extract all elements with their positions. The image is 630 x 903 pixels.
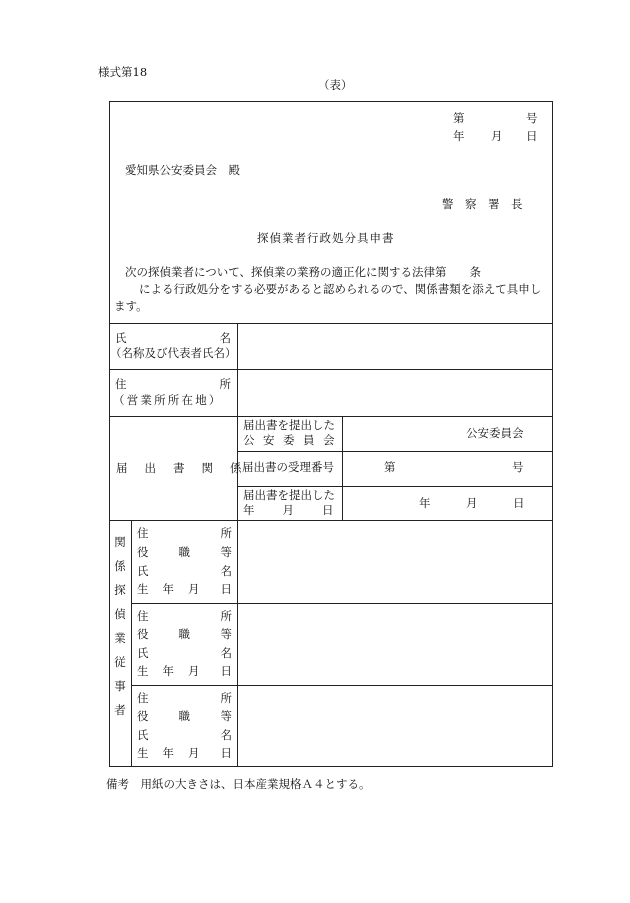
emp2-address-a: 住 bbox=[137, 609, 149, 623]
date-month: 月 bbox=[491, 129, 503, 143]
notification-label: 届出書関係 bbox=[116, 461, 259, 475]
name-label-sub: （名称及び代表者氏名） bbox=[110, 346, 237, 360]
emp3-birth-a: 生年月 bbox=[137, 746, 214, 760]
addressee: 愛知県公安委員会 殿 bbox=[125, 163, 240, 177]
emp3-address-a: 住 bbox=[137, 691, 149, 705]
submitted-date-month: 月 bbox=[466, 496, 478, 510]
number-prefix: 第 bbox=[453, 111, 465, 125]
employee-2-field[interactable] bbox=[238, 604, 552, 685]
address-label-sub: （営業所所在地） bbox=[113, 393, 223, 407]
emp3-position-a: 役職 bbox=[137, 709, 220, 723]
submitted-date-label-1: 届出書を提出した bbox=[243, 488, 335, 502]
submitted-to-label-1: 届出書を提出した bbox=[243, 418, 335, 432]
submitted-date-year: 年 bbox=[419, 496, 431, 510]
address-label bbox=[115, 379, 231, 391]
emp1-position-a: 役職 bbox=[137, 545, 220, 559]
emp3-birth-b: 日 bbox=[220, 746, 232, 760]
emp1-address-a: 住 bbox=[137, 526, 149, 540]
body-line-3: ます。 bbox=[114, 299, 148, 313]
employee-3-field[interactable] bbox=[238, 686, 552, 766]
side-label: （表） bbox=[318, 78, 353, 92]
name-field[interactable] bbox=[238, 324, 552, 369]
body-line-1: 次の探偵業者について、探偵業の業務の適正化に関する法律第 条 bbox=[125, 265, 482, 279]
body-line-2: による行政処分をする必要があると認められるので、関係書類を添えて具申し bbox=[139, 282, 542, 296]
footer-note: 備考 用紙の大きさは、日本産業規格Ａ４とする。 bbox=[106, 777, 371, 791]
date-year: 年 bbox=[453, 129, 465, 143]
receipt-suffix: 号 bbox=[512, 460, 524, 474]
form-number: 様式第18 bbox=[98, 65, 148, 79]
emp3-name-b: 名 bbox=[220, 728, 232, 742]
date-day: 日 bbox=[526, 129, 538, 143]
emp2-name-a: 氏 bbox=[137, 646, 149, 660]
submitted-to-value: 公安委員会 bbox=[466, 426, 524, 440]
receipt-prefix: 第 bbox=[384, 460, 396, 474]
emp1-birth-a: 生年月 bbox=[137, 582, 214, 596]
submitted-date-label-2: 年月日 bbox=[243, 503, 362, 517]
name-label bbox=[115, 333, 231, 345]
submitted-date-day: 日 bbox=[513, 496, 525, 510]
name-label-a: 氏 bbox=[115, 331, 127, 345]
number-suffix: 号 bbox=[526, 111, 538, 125]
emp2-position-a: 役職 bbox=[137, 627, 220, 641]
employees-side-label: 関係探偵業従事者 bbox=[114, 535, 126, 717]
sender: 警 察 署 長 bbox=[442, 197, 523, 211]
receipt-number-label: 届出書の受理番号 bbox=[242, 460, 334, 474]
emp2-name-b: 名 bbox=[220, 646, 232, 660]
emp1-address-b: 所 bbox=[220, 526, 232, 540]
emp1-name-b: 名 bbox=[220, 564, 232, 578]
emp2-birth-b: 日 bbox=[220, 664, 232, 678]
employee-1-field[interactable] bbox=[238, 521, 552, 603]
form-title: 探偵業者行政処分具申書 bbox=[257, 231, 395, 245]
emp3-position-b: 等 bbox=[220, 709, 232, 723]
submitted-to-label-2: 公安委員会 bbox=[243, 433, 343, 447]
address-field[interactable] bbox=[238, 370, 552, 416]
emp2-position-b: 等 bbox=[220, 627, 232, 641]
emp1-position-b: 等 bbox=[220, 545, 232, 559]
emp3-name-a: 氏 bbox=[137, 728, 149, 742]
emp3-address-b: 所 bbox=[220, 691, 232, 705]
address-label-a: 住 bbox=[115, 377, 127, 391]
emp2-birth-a: 生年月 bbox=[137, 664, 214, 678]
name-label-b: 名 bbox=[219, 331, 231, 345]
emp1-name-a: 氏 bbox=[137, 564, 149, 578]
emp2-address-b: 所 bbox=[220, 609, 232, 623]
emp1-birth-b: 日 bbox=[220, 582, 232, 596]
address-label-b: 所 bbox=[219, 377, 231, 391]
